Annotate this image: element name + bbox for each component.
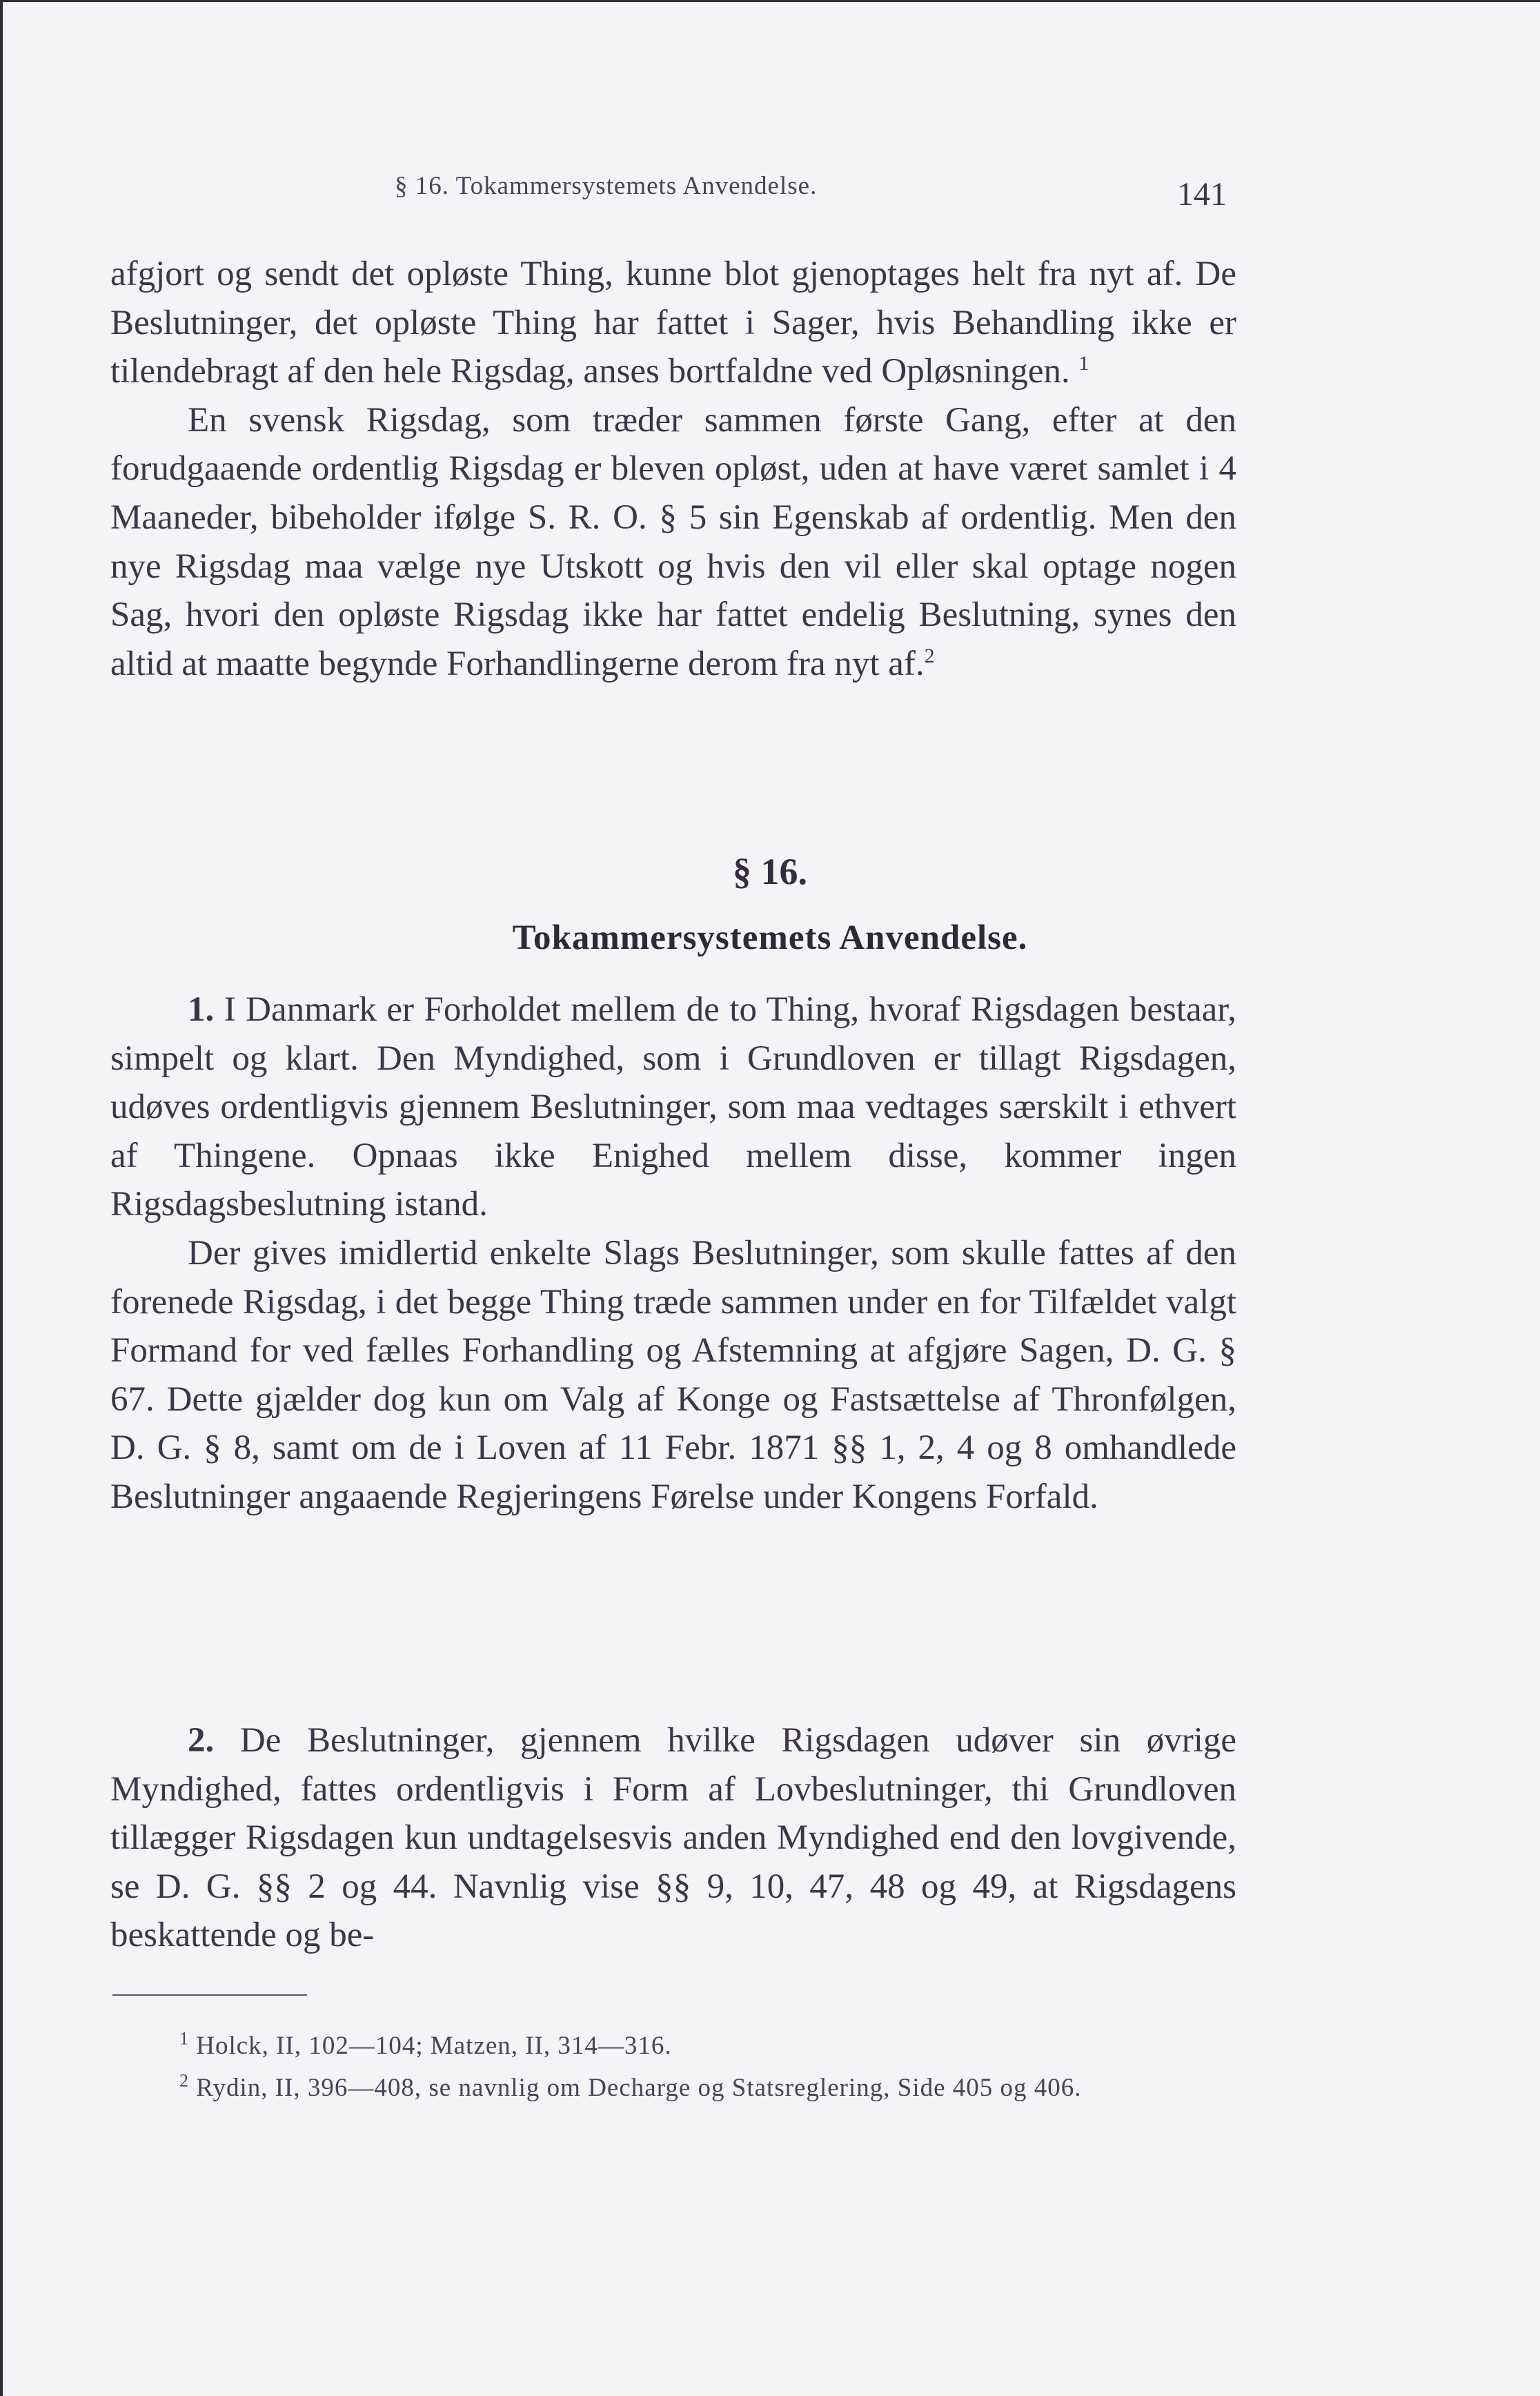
footnote-text: Holck, II, 102—104; Matzen, II, 314—316. — [196, 2032, 672, 2060]
paragraph-text: I Danmark er Forholdet mellem de to Thing, hvoraf Rigsdagen bestaar, simpelt og klart. Den Myndighed, som i Grundloven er tillagt Rigsdagen, udøves ordentligvis gjennem Beslutninger, som maa vedtages særskilt i ethvert af Thingene. Opnaas ikke Enighed mellem disse, kommer ingen Rigsdagsbeslutning istand. — [110, 990, 1236, 1224]
footnote-text: Rydin, II, 396—408, se navnlig om Decharge og Statsreglering, Side 405 og 406. — [196, 2074, 1082, 2102]
paragraph-text: De Beslutninger, gjennem hvilke Rigsdagen udøver sin øvrige Myndighed, fattes ordentligvis i Form af Lovbeslutninger, thi Grundloven tillægger Rigsdagen kun undtagelsesvis anden Myndighed end den lovgivende, se D. G. §§ 2 og 44. Navnlig vise §§ 9, 10, 47, 48 og 49, at Rigsdagens beskattende og be- — [110, 1721, 1236, 1955]
footnote-2 — [110, 2067, 1236, 2109]
footnote-ref-1[interactable]: 1 — [1078, 352, 1089, 375]
footnote-divider — [112, 1994, 307, 1996]
continuation-paragraphs — [110, 250, 1236, 688]
footnotes — [110, 2025, 1236, 2109]
footnote-mark: 1 — [179, 2028, 189, 2049]
numbered-block-1 — [110, 985, 1236, 1522]
running-head-title: § 16. Tokammersystemets Anvendelse. — [395, 172, 818, 200]
footnote-mark: 2 — [179, 2070, 189, 2091]
running-head — [0, 171, 1540, 213]
block-number: 1. — [188, 990, 215, 1029]
page-number: 141 — [1177, 176, 1227, 213]
numbered-block-2 — [110, 1716, 1236, 1960]
block-number: 2. — [188, 1721, 215, 1760]
paragraph-swedish-rigsdag — [110, 396, 1236, 689]
footnote-ref-2[interactable]: 2 — [924, 644, 935, 667]
footnote-1 — [110, 2025, 1236, 2067]
paragraph-text: afgjort og sendt det opløste Thing, kunne blot gjenoptages helt fra nyt af. De Beslutninger, det opløste Thing har fattet i Sager, hvis Behandling ikke er tilendebragt af den hele Rigsdag, anses bortfaldne ved Opløsningen. — [110, 255, 1236, 391]
paragraph-continued — [110, 250, 1236, 396]
section-number: § 16. — [733, 851, 807, 892]
paragraph-lovbeslutninger — [110, 1716, 1236, 1960]
paragraph-forenede-rigsdag — [110, 1229, 1236, 1522]
paragraph-text: En svensk Rigsdag, som træder sammen første Gang, efter at den forudgaaende ordentlig Rigsdag er bleven opløst, uden at have været samlet i 4 Maaneder, bibeholder ifølge S. R. O. § 5 sin Egenskab af ordentlig. Men den nye Rigsdag maa vælge nye Utskott og hvis den vil eller skal optage nogen Sag, hvori den opløste Rigsdag ikke har fattet endelig Beslutning, synes den altid at maatte begynde Forhandlingerne derom fra nyt af. — [110, 400, 1236, 683]
paragraph-text: Der gives imidlertid enkelte Slags Beslutninger, som skulle fattes af den forenede Rigsdag, i det begge Thing træde sammen under en for Tilfældet valgt Formand for ved fælles Forhandling og Afstemning at afgjøre Sagen, D. G. § 67. Dette gjælder dog kun om Valg af Konge og Fastsættelse af Thronfølgen, D. G. § 8, samt om de i Loven af 11 Febr. 1871 §§ 1, 2, 4 og 8 omhandlede Beslutninger angaaende Regjeringens Førelse under Kongens Forfald. — [110, 1233, 1236, 1516]
section-title: Tokammersystemets Anvendelse. — [512, 919, 1028, 957]
paragraph-danmark — [110, 985, 1236, 1229]
